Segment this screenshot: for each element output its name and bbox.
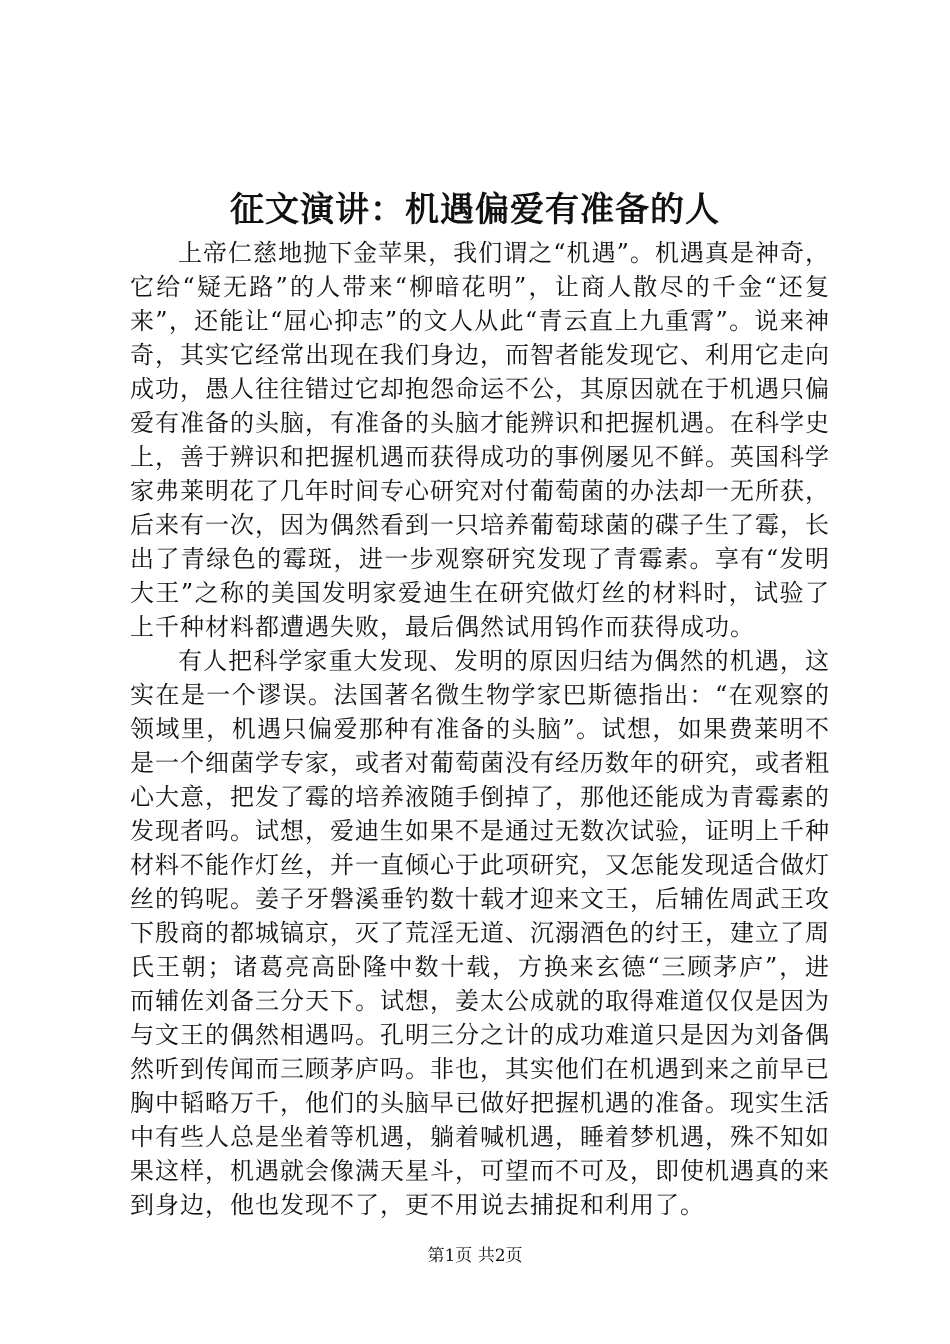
document-body	[130, 236, 830, 1222]
document-title: 征文演讲：机遇偏爱有准备的人	[230, 190, 720, 230]
paragraph-2: 有人把科学家重大发现、发明的原因归结为偶然的机遇，这实在是一个谬误。法国著名微生物学家巴斯德指出：“在观察的领域里，机遇只偏爱那种有准备的头脑”。试想，如果费莱明不是一个细菌学专家，或者对葡萄菌没有经历数年的研究，或者粗心大意，把发了霉的培养液随手倒掉了，那他还能成为青霉素的发现者吗。试想，爱迪生如果不是通过无数次试验，证明上千种材料不能作灯丝，并一直倾心于此项研究，又怎能发现适合做灯丝的钨呢。姜子牙磐溪垂钓数十载才迎来文王，后辅佐周武王攻下殷商的都城镐京，灭了荒淫无道、沉溺酒色的纣王，建立了周氏王朝；诸葛亮高卧隆中数十载，方换来玄德“三顾茅庐”，进而辅佐刘备三分天下。试想，姜太公成就的取得难道仅仅是因为与文王的偶然相遇吗。孔明三分之计的成功难道只是因为刘备偶然听到传闻而三顾茅庐吗。非也，其实他们在机遇到来之前早已胸中韬略万千，他们的头脑早已做好把握机遇的准备。现实生活中有些人总是坐着等机遇，躺着喊机遇，睡着梦机遇，殊不知如果这样，机遇就会像满天星斗，可望而不可及，即使机遇真的来到身边，他也发现不了，更不用说去捕捉和利用了。	[130, 647, 830, 1219]
page-footer: 第1页 共2页	[427, 1246, 523, 1266]
paragraph-1: 上帝仁慈地抛下金苹果，我们谓之“机遇”。机遇真是神奇，它给“疑无路”的人带来“柳暗花明”，让商人散尽的千金“还复来”，还能让“屈心抑志”的文人从此“青云直上九重霄”。说来神奇，其实它经常出现在我们身边，而智者能发现它、利用它走向成功，愚人往往错过它却抱怨命运不公，其原因就在于机遇只偏爱有准备的头脑，有准备的头脑才能辨识和把握机遇。在科学史上，善于辨识和把握机遇而获得成功的事例屡见不鲜。英国科学家弗莱明花了几年时间专心研究对付葡萄菌的办法却一无所获，后来有一次，因为偶然看到一只培养葡萄球菌的碟子生了霉，长出了青绿色的霉斑，进一步观察研究发现了青霉素。享有“发明大王”之称的美国发明家爱迪生在研究做灯丝的材料时，试验了上千种材料都遭遇失败，最后偶然试用钨作而获得成功。	[130, 239, 830, 641]
